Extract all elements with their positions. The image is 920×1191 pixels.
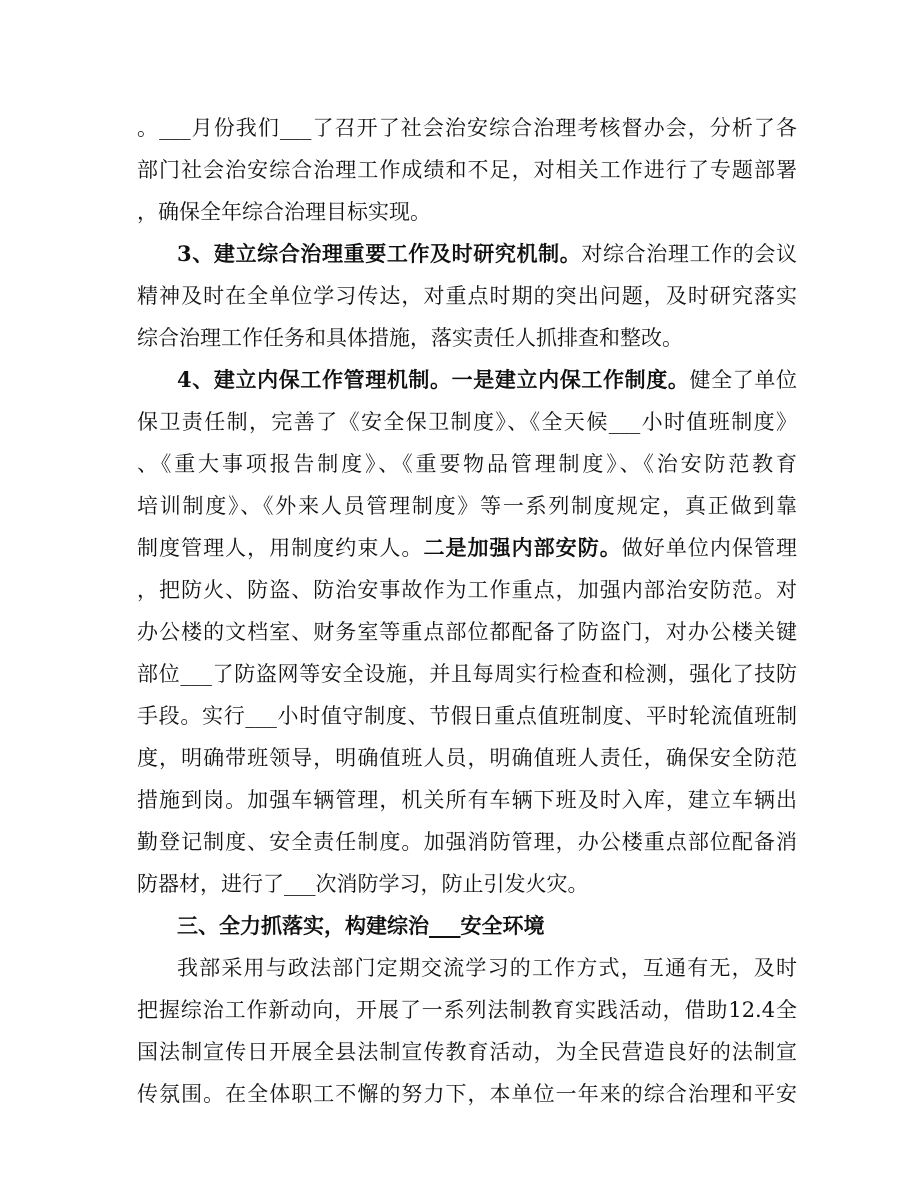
line-segment: 综合治理工作任务和具体措施，落实责任人抓排查和整改。 [137, 326, 683, 350]
line-segment: 精神及时在全单位学习传达，对重点时期的突出问题，及时研究落实 [137, 284, 797, 308]
line-segment: 手段。实行___小时值守制度、节假日重点值班制度、平时轮流值班制 [137, 704, 797, 728]
bold-heading: 3、建立综合治理重要工作及时研究机制。 [177, 241, 582, 266]
text-line [177, 364, 797, 396]
line-segment: 部位___了防盗网等安全设施，并且每周实行检查和检测，强化了技防 [137, 662, 797, 686]
line-segment: 国法制宣传日开展全县法制宣传教育活动，为全民营造良好的法制宣 [137, 1040, 797, 1064]
text-line [137, 322, 797, 354]
text-line [137, 742, 797, 774]
line-segment: ，确保全年综合治理目标实现。 [137, 200, 431, 224]
text-line [137, 700, 797, 732]
line-segment: 做好单位内保管理 [621, 536, 797, 560]
line-segment: 我部采用与政法部门定期交流学习的工作方式，互通有无，及时 [177, 956, 797, 980]
text-line [137, 616, 797, 648]
text-line [137, 1036, 797, 1068]
line-segment: 措施到岗。加强车辆管理，机关所有车辆下班及时入库，建立车辆出 [137, 788, 797, 812]
text-line [177, 952, 797, 984]
text-line [137, 826, 797, 858]
line-segment: ，把防火、防盗、防治安事故作为工作重点，加强内部治安防范。对 [137, 578, 797, 602]
line-segment: 。___月份我们___了召开了社会治安综合治理考核督办会，分析了各 [137, 116, 797, 140]
text-line [137, 280, 797, 312]
line-segment: 对综合治理工作的会议 [581, 242, 797, 266]
text-line [137, 448, 797, 480]
line-segment: 传氛围。在全体职工不懈的努力下，本单位一年来的综合治理和平安 [137, 1082, 797, 1106]
text-line [137, 784, 797, 816]
bold-heading: 4、建立内保工作管理机制。一是建立内保工作制度。 [177, 367, 690, 392]
text-line [137, 574, 797, 606]
text-line [137, 490, 797, 522]
text-line [137, 406, 797, 438]
line-segment: 健全了单位 [689, 368, 797, 392]
text-line [177, 238, 797, 270]
line-segment: 保卫责任制，完善了《安全保卫制度》、《全天候___小时值班制度》 [137, 410, 797, 434]
text-line [137, 868, 797, 900]
line-segment: 防器材，进行了___次消防学习，防止引发火灾。 [137, 872, 589, 896]
text-line [137, 112, 797, 144]
text-line [137, 658, 797, 690]
line-segment: 、《重大事项报告制度》、《重要物品管理制度》、《治安防范教育 [137, 452, 797, 476]
text-line [137, 994, 797, 1026]
line-segment: 部门社会治安综合治理工作成绩和不足，对相关工作进行了专题部署 [137, 158, 797, 182]
section-heading [177, 910, 797, 942]
line-segment: 度，明确带班领导，明确值班人员，明确值班人责任，确保安全防范 [137, 746, 797, 770]
text-line [137, 1078, 797, 1110]
line-segment: 办公楼的文档室、财务室等重点部位都配备了防盗门，对办公楼关键 [137, 620, 797, 644]
line-segment: 勤登记制度、安全责任制度。加强消防管理，办公楼重点部位配备消 [137, 830, 797, 854]
bold-heading: 三、全力抓落实，构建综治___安全环境 [177, 913, 545, 938]
line-segment: 把握综治工作新动向，开展了一系列法制教育实践活动，借助12.4全 [137, 998, 797, 1022]
line-segment: 制度管理人，用制度约束人。 [137, 536, 424, 560]
line-segment: 培训制度》、《外来人员管理制度》等一系列制度规定，真正做到靠 [137, 494, 797, 518]
bold-heading: 二是加强内部安防。 [423, 535, 622, 560]
text-line [137, 154, 797, 186]
text-line [137, 532, 797, 564]
text-line [137, 196, 797, 228]
